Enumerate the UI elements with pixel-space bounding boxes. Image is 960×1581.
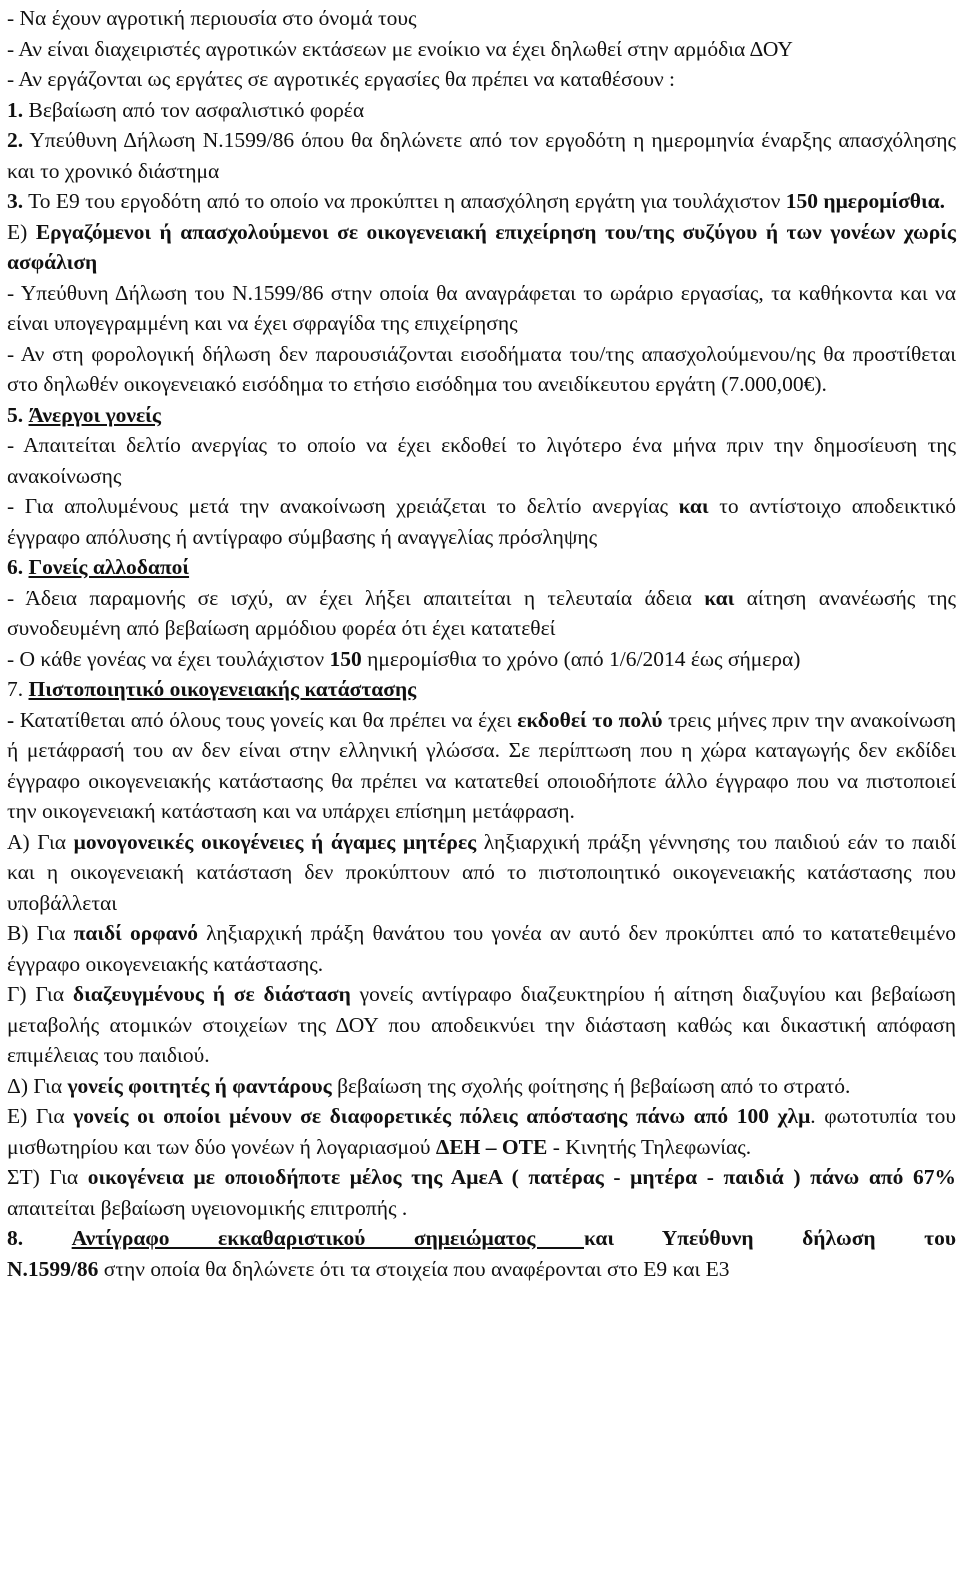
text: Α) Για: [7, 829, 74, 854]
section-letter: Ε): [7, 219, 36, 244]
text: το αντίστοιχο αποδεικτικό έγγραφο απόλυσης ή αντίγραφο σύμβασης ή αναγγελίας πρόσληψης: [7, 494, 956, 549]
item-employer-e9: [7, 186, 956, 217]
text: ληξιαρχική πράξη θανάτου του γονέα αν αυτό δεν προκύπτει από το κατατεθειμένο έγγραφο οικογενειακής κατάστασης.: [7, 921, 956, 976]
bold-text: γονείς οι οποίοι μένουν σε διαφορετικές πόλεις απόστασης πάνω από 100 χλμ: [73, 1104, 811, 1128]
bold-text: παιδί ορφανό: [73, 921, 199, 945]
section-heading-text: Γονείς αλλοδαποί: [28, 555, 190, 579]
bold-text: εκδοθεί το πολύ: [517, 707, 663, 732]
text: Ε) Για: [7, 1104, 74, 1128]
section-heading: [29, 403, 161, 427]
text: αίτηση ανανέωσής της συνοδευμένη από βεβαίωση αρμόδιου φορέα ότι έχει κατατεθεί: [7, 585, 956, 640]
section-heading: [29, 555, 190, 579]
text: Βεβαίωση από τον ασφαλιστικό φορέα: [23, 97, 365, 122]
requirement-agricultural-workers: [7, 64, 956, 95]
section-number: 6.: [7, 555, 24, 579]
text: απαιτείται βεβαίωση υγειονομικής επιτροπής .: [7, 1195, 408, 1220]
bold-text: Ν.1599/86: [7, 1256, 99, 1281]
requirement-family-business-declaration: [7, 278, 956, 339]
section-family-status-certificate: [7, 674, 956, 705]
text: - Άδεια παραμονής σε ισχύ, αν έχει λήξει απαιτείται η τελευταία άδεια: [7, 585, 705, 610]
section-heading-text: Άνεργοι γονείς: [28, 402, 161, 427]
requirement-dismissed: [7, 491, 956, 552]
bold-text: ΔΕΗ – ΟΤΕ: [435, 1134, 548, 1159]
bold-text: 150: [329, 646, 362, 671]
text: ημερομίσθια το χρόνο (από 1/6/2014 έως σήμερα): [361, 646, 801, 671]
text: γονείς αντίγραφο διαζευκτηρίου ή αίτηση διαζυγίου και βεβαίωση μεταβολής ατομικών στοιχείων της ΔΟΥ που αποδεικνύει την διάσταση καθώς και δικαστική απόφαση επιμέλειας του παιδιού.: [7, 982, 956, 1067]
bold-text: οικογένεια με οποιοδήποτε μέλος της ΑμεΑ ( πατέρας - μητέρα - παιδιά ) πάνω από 67%: [87, 1165, 956, 1189]
case-single-parent: [7, 827, 956, 919]
bold-text: μονογονεικές οικογένειες ή άγαμες μητέρες: [73, 829, 477, 854]
case-orphan: [7, 918, 956, 979]
bold-text: και: [704, 585, 735, 610]
section-family-business: [7, 217, 956, 278]
requirement-work-days: [7, 644, 956, 675]
bold-text: γονείς φοιτητές ή φαντάρους: [67, 1073, 332, 1098]
text: Δ) Για: [7, 1073, 68, 1098]
text: ΣΤ) Για: [7, 1165, 88, 1189]
text: Κατατίθεται από όλους τους γονείς και θα πρέπει να έχει: [14, 707, 518, 732]
requirement-residence-permit: [7, 583, 956, 644]
section-heading-text: Αντίγραφο εκκαθαριστικού σημειώματος: [71, 1226, 584, 1250]
text: - Αν είναι διαχειριστές αγροτικών εκτάσεων με ενοίκιο να έχει δηλωθεί στην αρμόδια ΔΟΥ: [7, 36, 793, 61]
requirement-agricultural-property: [7, 3, 956, 34]
text: βεβαίωση της σχολής φοίτησης ή βεβαίωση από το στρατό.: [331, 1073, 851, 1098]
section-heading-text: Πιστοποιητικό οικογενειακής κατάστασης: [28, 677, 417, 701]
item-number: 3.: [7, 189, 24, 213]
text: στην οποία θα δηλώνετε ότι τα στοιχεία που αναφέρονται στο Ε9 και Ε3: [98, 1256, 730, 1281]
item-insurance-certificate: [7, 95, 956, 126]
item-solemn-declaration: [7, 125, 956, 186]
text: Β) Για: [7, 921, 74, 945]
section-number: 8.: [7, 1226, 24, 1250]
item-number: 1.: [7, 97, 24, 122]
case-different-cities: [7, 1101, 956, 1162]
section-heading: Εργαζόμενοι ή απασχολούμενοι σε οικογενειακή επιχείρηση του/της συζύγου ή των γονέων χωρίς ασφάλιση: [7, 219, 956, 274]
section-foreign-parents: [7, 552, 956, 583]
text: Υπεύθυνη Δήλωση Ν.1599/86 όπου θα δηλώνετε από τον εργοδότη η ημερομηνία έναρξης απασχόλησης και το χρονικό διάστημα: [7, 128, 956, 183]
section-heading: [72, 1226, 956, 1250]
section-unemployed-parents: [7, 400, 956, 431]
bold-text: 150 ημερομίσθια.: [785, 189, 946, 213]
requirement-unemployment-card: [7, 430, 956, 491]
text: - Να έχουν αγροτική περιουσία στο όνομά τους: [7, 6, 417, 30]
item-number: 2.: [7, 128, 24, 152]
case-student-soldier: [7, 1071, 956, 1102]
bold-text: και: [678, 494, 709, 518]
text: ληξιαρχική πράξη γέννησης του παιδιού εάν το παιδί και η οικογενειακή κατάσταση δεν προκύπτουν από το πιστοποιητικό οικογενειακής κατάστασης που υποβάλλεται: [7, 829, 956, 915]
section-heading: [29, 677, 417, 701]
text: - Απαιτείται δελτίο ανεργίας το οποίο να έχει εκδοθεί το λιγότερο ένα μήνα πριν την δημοσίευση της ανακοίνωσης: [7, 433, 956, 488]
text: - Αν στη φορολογική δήλωση δεν παρουσιάζονται εισοδήματα του/της απασχολούμενου/ης θα προστίθεται στο δηλωθέν οικογενειακό εισόδημα το ετήσιο εισόδημα του ανειδίκευτου εργάτη (7.000,00€).: [7, 341, 956, 396]
bold-text: διαζευγμένους ή σε διάσταση: [72, 982, 351, 1006]
section-tax-statement-continued: [7, 1254, 956, 1285]
case-divorced: [7, 979, 956, 1071]
text: - Ο κάθε γονέας να έχει τουλάχιστον: [7, 646, 330, 671]
requirement-agricultural-lease: [7, 34, 956, 65]
section-number: 7.: [7, 677, 29, 701]
text: Το Ε9 του εργοδότη από το οποίο να προκύπτει η απασχόληση εργάτη για τουλάχιστον: [23, 189, 786, 213]
text: Γ) Για: [7, 982, 73, 1006]
section-tax-statement: [7, 1223, 956, 1254]
requirement-unskilled-income: [7, 339, 956, 400]
bold-text: -: [7, 707, 15, 732]
text: - Αν εργάζονται ως εργάτες σε αγροτικές εργασίες θα πρέπει να καταθέσουν :: [7, 67, 676, 91]
text: τρεις μήνες πριν την ανακοίνωση ή μετάφρασή του αν δεν είναι στην ελληνική γλώσσα. Σε περίπτωση που η χώρα καταγωγής δεν εκδίδει έγγραφο οικογενειακής κατάστασης θα πρέπει να κατατεθεί οποιοδήποτε άλλο έγγραφο που να πιστοποιεί την οικογενειακή κατάσταση και να υπάρχει επίσημη μετάφραση.: [7, 707, 956, 823]
requirement-certificate-submission: [7, 705, 956, 827]
text: - Κινητής Τηλεφωνίας.: [547, 1134, 752, 1159]
text: . φωτοτυπία του μισθωτηρίου και των δύο γονέων ή λογαριασμού: [7, 1104, 957, 1159]
text: - Υπεύθυνη Δήλωση του Ν.1599/86 στην οποία θα αναγράφεται το ωράριο εργασίας, τα καθήκοντα και να είναι υπογεγραμμένη και να έχει σφραγίδα της επιχείρησης: [7, 280, 956, 335]
text: - Για απολυμένους μετά την ανακοίνωση χρειάζεται το δελτίο ανεργίας: [7, 494, 679, 518]
case-disability: [7, 1162, 956, 1223]
section-number: 5.: [7, 402, 24, 427]
section-heading-tail: και Υπεύθυνη δήλωση του: [584, 1226, 956, 1250]
